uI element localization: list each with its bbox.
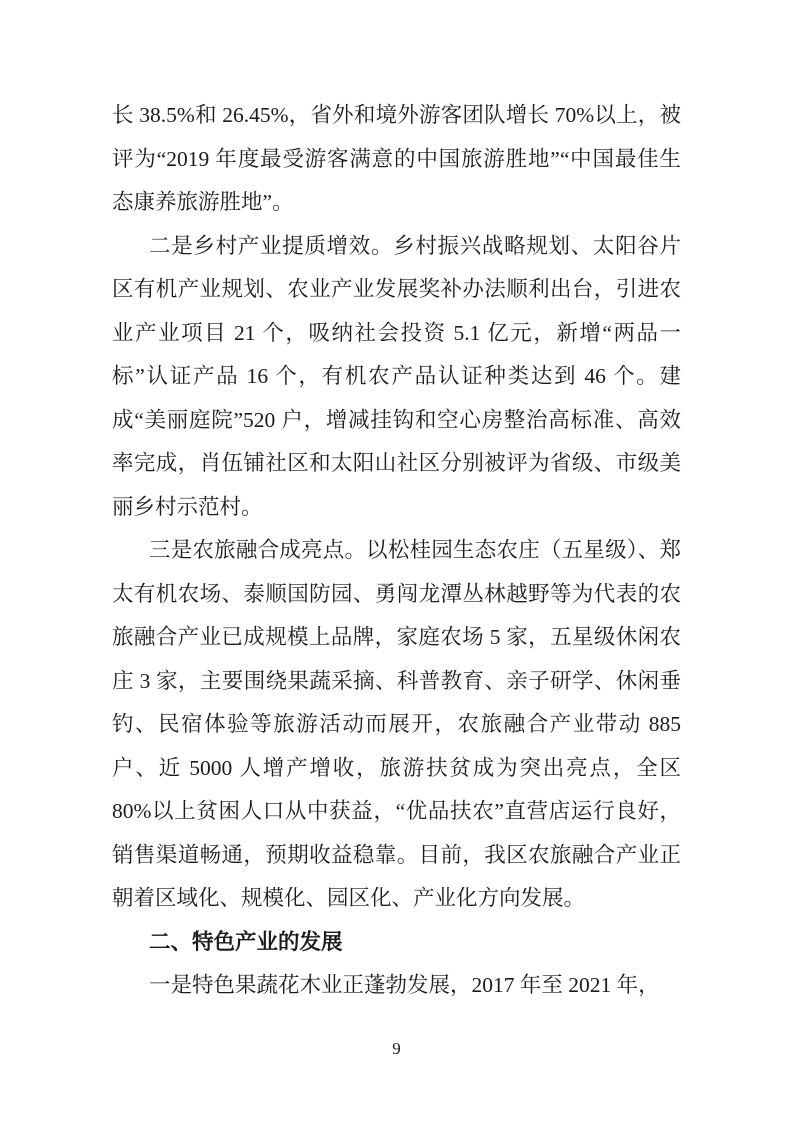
page-number: 9	[392, 1039, 401, 1058]
paragraph-continuation: 长 38.5%和 26.45%，省外和境外游客团队增长 70%以上，被评为“2019 年度最受游客满意的中国旅游胜地”“中国最佳生态康养旅游胜地”。	[112, 103, 681, 214]
document-body	[112, 94, 681, 1008]
paragraph-agritourism: 三是农旅融合成亮点。以松桂园生态农庄（五星级）、郑太有机农场、泰顺国防园、勇闯龙潭丛林越野等为代表的农旅融合产业已成规模上品牌，家庭农场 5 家，五星级休闲农庄 3 家，主要围绕果蔬采摘、科普教育、亲子研学、休闲垂钓、民宿体验等旅游活动而展开，农旅融合产业带动 885 户、近 5000 人增产增收，旅游扶贫成为突出亮点，全区 80%以上贫困人口从中获益，“优品扶农”直营店运行良好，销售渠道畅通，预期收益稳靠。目前，我区农旅融合产业正朝着区域化、规模化、园区化、产业化方向发展。	[112, 538, 681, 910]
paragraph-specialty-industry: 一是特色果蔬花木业正蓬勃发展，2017 年至 2021 年，	[149, 973, 660, 997]
paragraph-rural-industry: 二是乡村产业提质增效。乡村振兴战略规划、太阳谷片区有机产业规划、农业产业发展奖补办法顺利出台，引进农业产业项目 21 个，吸纳社会投资 5.1 亿元，新增“两品一标”认证产品 16 个，有机农产品认证种类达到 46 个。建成“美丽庭院”520 户，增减挂钩和空心房整治高标准、高效率完成，肖伍铺社区和太阳山社区分别被评为省级、市级美丽乡村示范村。	[112, 233, 681, 519]
section-heading: 二、特色产业的发展	[149, 929, 343, 954]
